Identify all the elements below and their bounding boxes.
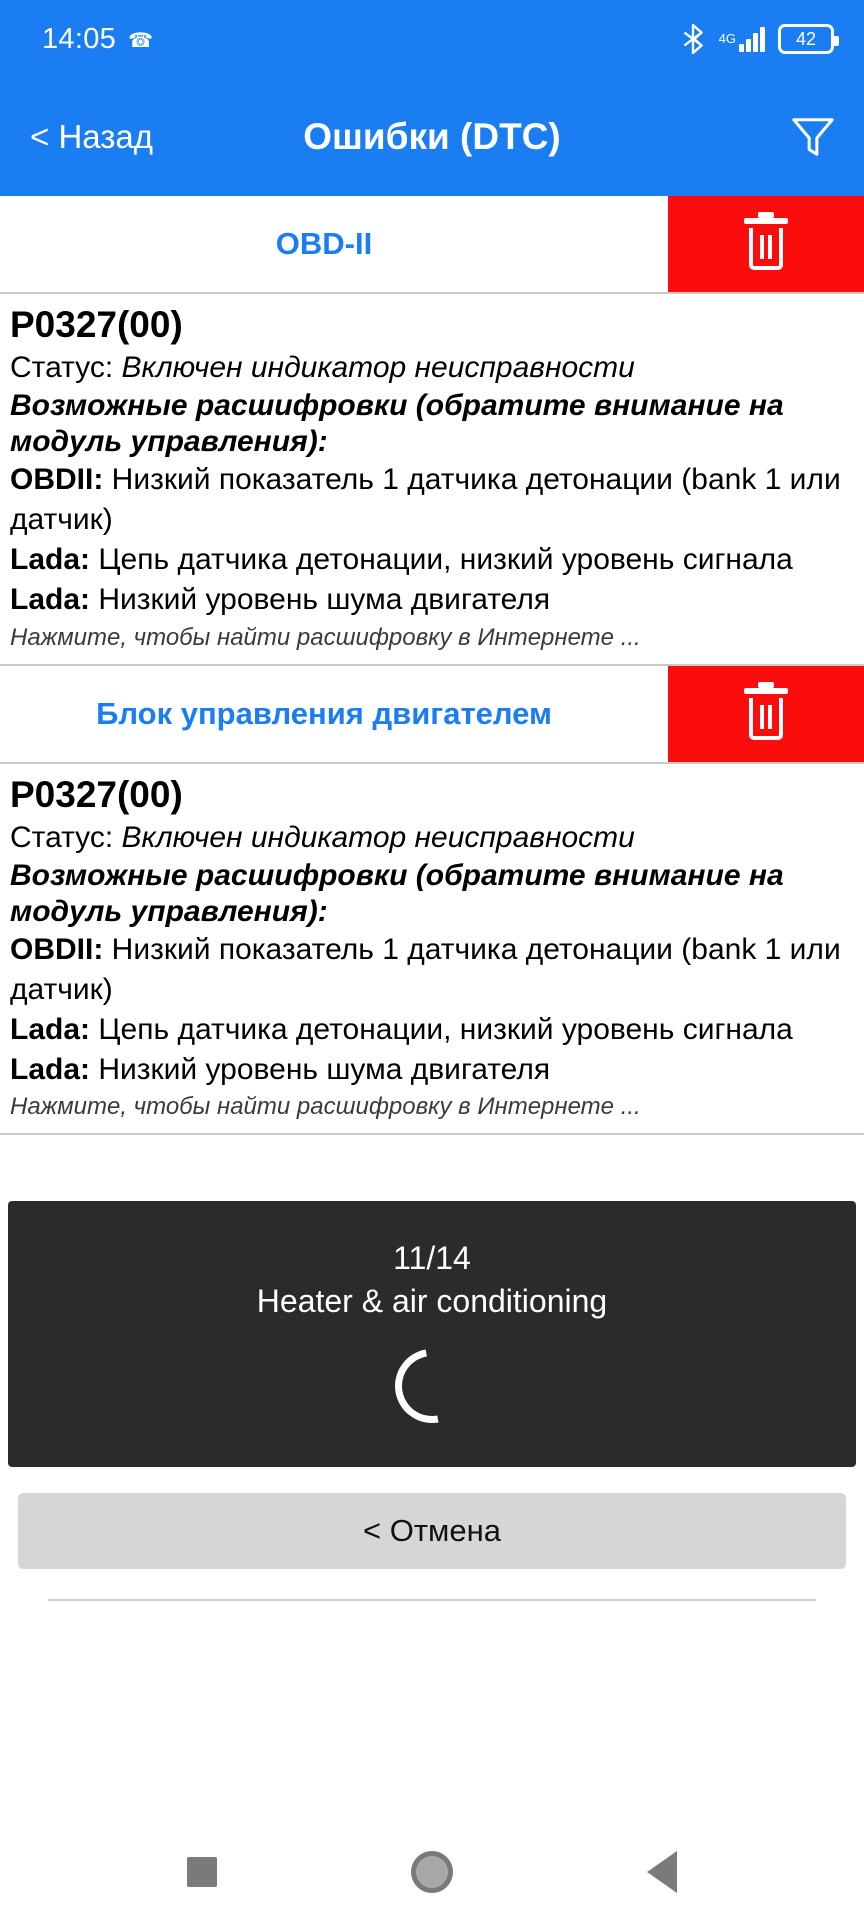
dtc-description-prefix: OBDII:	[10, 463, 104, 497]
circle-home-icon[interactable]	[411, 1851, 453, 1893]
dtc-status-value: Включен индикатор неисправности	[121, 820, 635, 854]
dtc-possible-header: Возможные расшифровки (обратите внимание на модуль управления):	[10, 389, 784, 459]
status-clock: 14:05	[42, 22, 117, 55]
dtc-card[interactable]	[0, 196, 864, 666]
dtc-description-text: Цепь датчика детонации, низкий уровень сигнала	[98, 1012, 793, 1046]
cancel-button[interactable]: < Отмена	[18, 1493, 846, 1569]
dtc-description-prefix: Lada:	[10, 582, 91, 616]
loading-spinner-icon	[380, 1335, 483, 1438]
dtc-description	[10, 1050, 854, 1090]
dtc-status-row	[10, 818, 854, 858]
battery-icon	[778, 24, 834, 54]
dtc-description-prefix: Lada:	[10, 542, 91, 576]
page-title: Ошибки (DTC)	[303, 116, 561, 157]
network-status	[719, 26, 765, 52]
delete-button[interactable]	[668, 196, 864, 292]
dtc-search-hint[interactable]: Нажмите, чтобы найти расшифровку в Интернете ...	[10, 1093, 641, 1121]
dtc-description-text: Цепь датчика детонации, низкий уровень сигнала	[98, 542, 793, 576]
app-bar	[0, 78, 864, 196]
dtc-status-label: Статус:	[10, 820, 114, 854]
dtc-description-prefix: Lada:	[10, 1052, 91, 1086]
delete-button[interactable]	[668, 666, 864, 762]
dtc-source-label[interactable]: Блок управления двигателем	[96, 695, 552, 731]
dtc-code: P0327(00)	[10, 773, 183, 815]
dtc-description-text: Низкий уровень шума двигателя	[98, 1052, 551, 1086]
trash-icon	[744, 688, 788, 740]
dtc-source-label[interactable]: OBD-II	[275, 226, 373, 261]
dtc-list[interactable]	[0, 196, 864, 1824]
dtc-description	[10, 580, 854, 620]
system-nav-bar	[0, 1824, 864, 1920]
status-bar-right	[680, 24, 834, 54]
status-bar	[0, 0, 864, 78]
progress-dialog	[8, 1201, 856, 1467]
dtc-code: P0327(00)	[10, 304, 183, 345]
network-type-label: 4G	[718, 31, 736, 47]
dtc-description-prefix: Lada:	[10, 1012, 91, 1046]
triangle-back-icon[interactable]	[647, 1851, 677, 1893]
dtc-search-hint[interactable]: Нажмите, чтобы найти расшифровку в Интернете ...	[10, 623, 641, 651]
status-bar-left	[42, 23, 153, 56]
dtc-card-body[interactable]	[0, 294, 864, 666]
back-button[interactable]: < Назад	[30, 118, 153, 155]
phone-icon: ☎	[128, 30, 153, 52]
dtc-description-prefix: OBDII:	[10, 932, 104, 966]
dtc-description-text: Низкий показатель 1 датчика детонации (bank 1 или датчик)	[10, 463, 841, 537]
progress-label: Heater & air conditioning	[256, 1283, 608, 1320]
dtc-status-row	[10, 348, 854, 388]
dtc-description	[10, 540, 854, 580]
dtc-card[interactable]	[0, 666, 864, 1136]
dtc-possible-header: Возможные расшифровки (обратите внимание на модуль управления):	[10, 858, 784, 928]
progress-count: 11/14	[393, 1240, 471, 1276]
dtc-description-text: Низкий уровень шума двигателя	[98, 582, 551, 616]
square-recents-icon[interactable]	[187, 1857, 217, 1887]
dtc-status-label: Статус:	[10, 351, 114, 385]
trash-icon	[744, 218, 788, 270]
dtc-card-header	[0, 666, 864, 764]
signal-bars-icon	[739, 26, 765, 52]
dtc-description-text: Низкий показатель 1 датчика детонации (bank 1 или датчик)	[10, 932, 841, 1006]
filter-icon[interactable]	[790, 114, 836, 160]
dtc-status-value: Включен индикатор неисправности	[121, 351, 635, 385]
dtc-description	[10, 1010, 854, 1050]
dtc-card-body[interactable]	[0, 764, 864, 1136]
divider	[48, 1599, 816, 1601]
dtc-description	[10, 460, 854, 540]
dtc-card-header	[0, 196, 864, 294]
battery-level: 42	[795, 28, 817, 49]
dtc-description	[10, 930, 854, 1010]
bluetooth-icon	[680, 24, 706, 54]
